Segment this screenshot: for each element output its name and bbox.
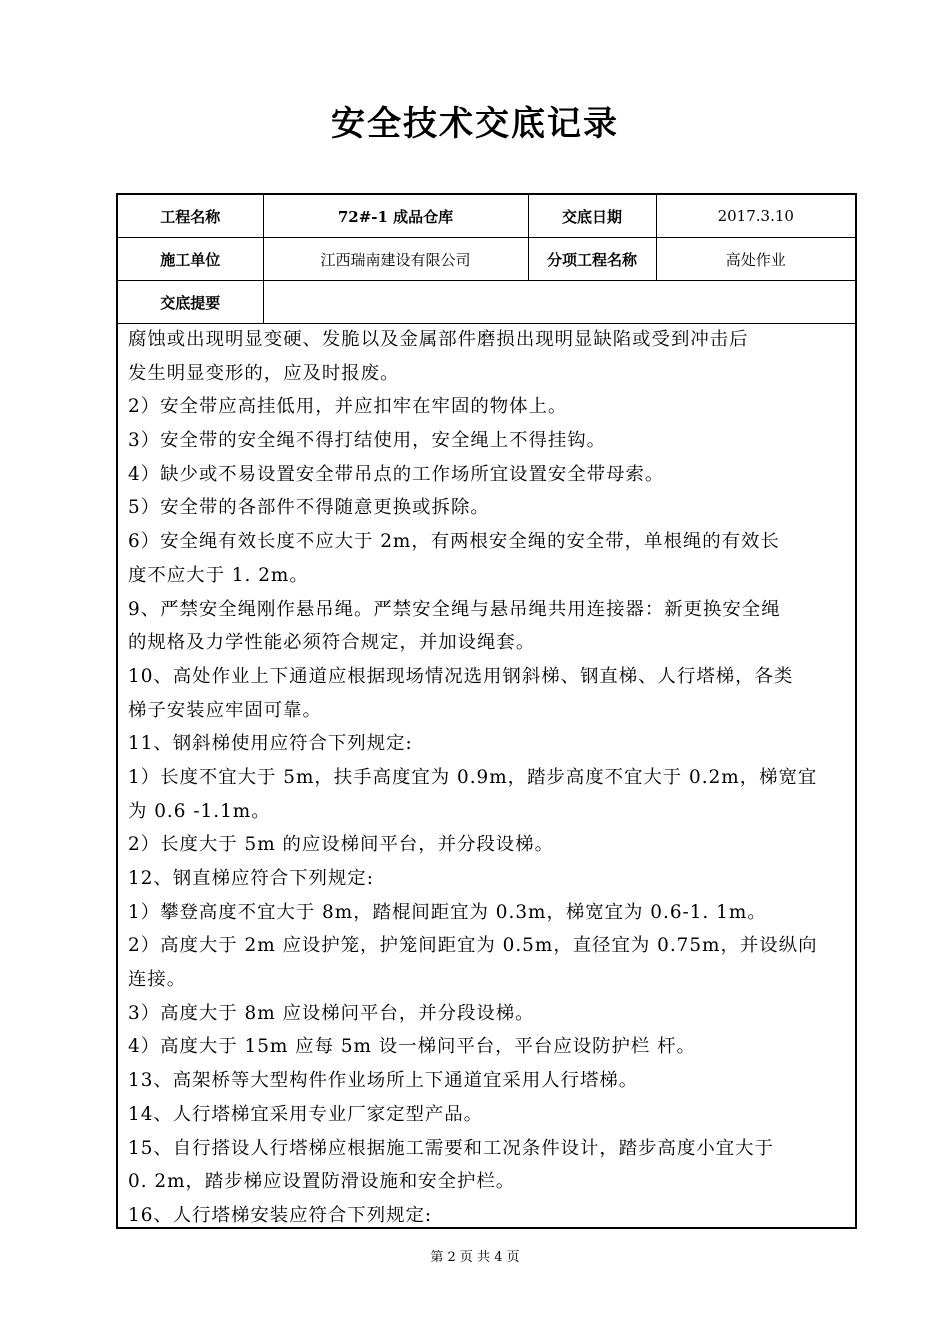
- header-row-project: [118, 195, 855, 238]
- body-line: 10、高处作业上下通道应根据现场情况选用钢斜梯、钢直梯、人行塔梯，各类: [128, 665, 794, 687]
- date-label: 交底日期: [528, 195, 656, 238]
- body-line: 5）安全带的各部件不得随意更换或拆除。: [128, 497, 490, 519]
- body-line: 14、人行塔梯宜采用专业厂家定型产品。: [128, 1103, 484, 1125]
- body-line: 11、钢斜梯使用应符合下列规定:: [128, 733, 413, 755]
- page-footer: 第 2 页 共 4 页: [430, 1250, 520, 1265]
- document-title: 安全技术交底记录: [331, 104, 619, 144]
- summary-label: 交底提要: [118, 281, 263, 324]
- body-line: 9、严禁安全绳刚作悬吊绳。严禁安全绳与悬吊绳共用连接器：新更换安全绳: [128, 598, 781, 620]
- body-line: 度不应大于 1. 2m。: [128, 564, 309, 586]
- header-row-unit: [118, 238, 855, 281]
- unit-value: 江西瑞南建设有限公司: [263, 238, 528, 281]
- body-line: 6）安全绳有效长度不应大于 2m，有两根安全绳的安全带，单根绳的有效长: [128, 531, 780, 553]
- body-line: 1）攀登高度不宜大于 8m，踏棍间距宜为 0.3m，梯宽宜为 0.6-1. 1m。: [128, 901, 767, 923]
- body-line: 4）缺少或不易设置安全带吊点的工作场所宜设置安全带母索。: [128, 463, 665, 485]
- body-line: 为 0.6 -1.1m。: [128, 800, 271, 822]
- body-line: 3）高度大于 8m 应设梯问平台，并分段设梯。: [128, 1002, 535, 1024]
- project-name-label: 工程名称: [118, 195, 263, 238]
- body-line: 2）安全带应高挂低用，并应扣牢在牢固的物体上。: [128, 396, 568, 418]
- subproject-label: 分项工程名称: [528, 238, 656, 281]
- summary-value: [263, 281, 855, 324]
- body-line: 12、钢直梯应符合下列规定:: [128, 868, 374, 889]
- body-line: 3）安全带的安全绳不得打结使用，安全绳上不得挂钩。: [128, 430, 607, 452]
- body-line: 2）高度大于 2m 应设护笼，护笼间距宜为 0.5m，直径宜为 0.75m，并设纵向: [128, 935, 818, 957]
- body-line: 连接。: [128, 969, 187, 991]
- body-line: 13、高架桥等大型构件作业场所上下通道宜采用人行塔梯。: [128, 1070, 639, 1092]
- subproject-value: 高处作业: [656, 238, 855, 281]
- body-line: 腐蚀或出现明显变硬、发脆以及金属部件磨损出现明显缺陷或受到冲击后: [128, 329, 749, 350]
- body-line: 15、自行搭设人行塔梯应根据施工需要和工况条件设计，踏步高度小宜大于: [128, 1137, 774, 1159]
- body-line: 的规格及力学性能必须符合规定，并加设绳套。: [128, 632, 536, 654]
- body-line: 梯子安装应牢固可靠。: [128, 699, 322, 721]
- record-sheet: [116, 193, 857, 1229]
- body-line: 2）长度大于 5m 的应设梯间平台，并分段设梯。: [128, 834, 554, 856]
- body-line: 1）长度不宜大于 5m，扶手高度宜为 0.9m，踏步高度不宜大于 0.2m，梯宽宜: [128, 766, 818, 788]
- body-line: 4）高度大于 15m 应每 5m 设一梯问平台，平台应设防护栏 杆。: [128, 1036, 696, 1058]
- body-line: 发生明显变形的，应及时报废。: [128, 362, 400, 384]
- body-text: [128, 323, 850, 1233]
- header-table: [118, 195, 855, 324]
- date-value: 2017.3.10: [656, 195, 855, 238]
- body-line: 16、人行塔梯安装应符合下列规定:: [128, 1204, 433, 1226]
- body-line: 0. 2m，踏步梯应设置防滑设施和安全护栏。: [128, 1171, 516, 1193]
- project-name-value: 72#-1 成品仓库: [263, 195, 528, 238]
- header-row-summary: [118, 281, 855, 324]
- unit-label: 施工单位: [118, 238, 263, 281]
